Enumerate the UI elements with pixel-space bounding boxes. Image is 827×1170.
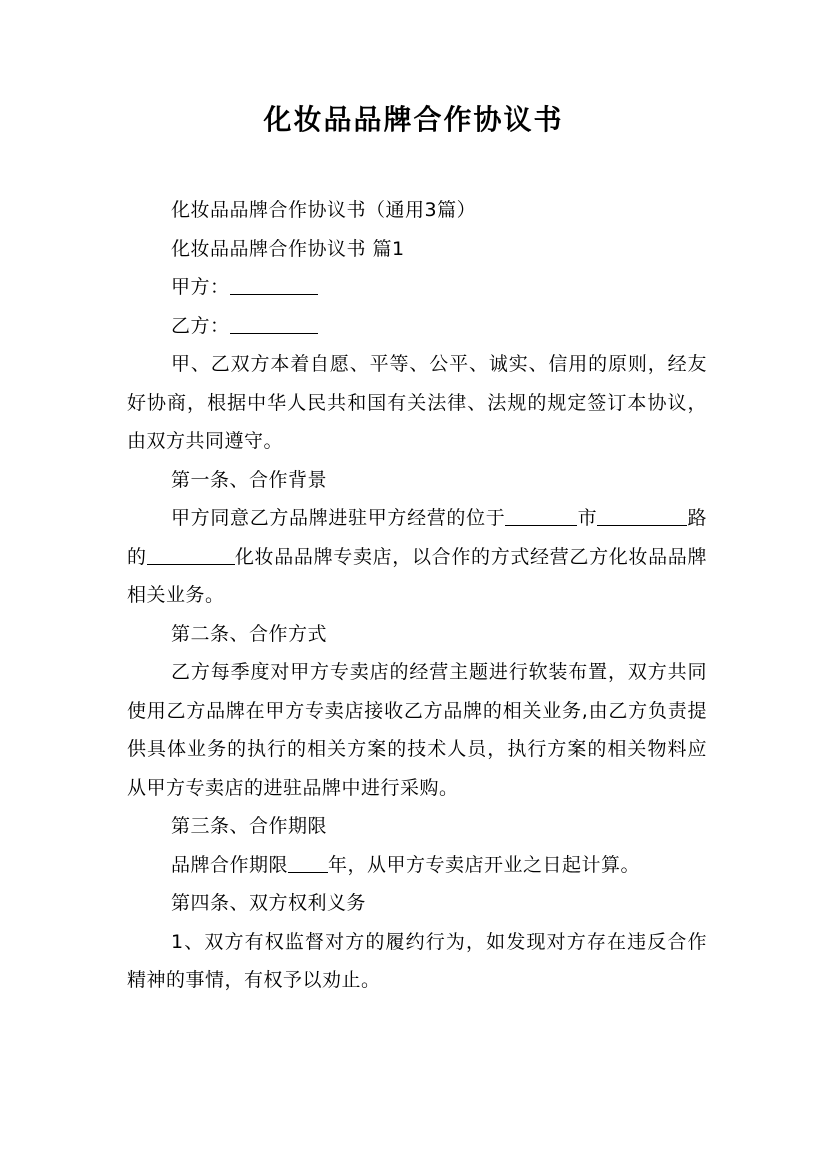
- term-years-blank: [288, 853, 328, 873]
- party-a-blank: [230, 275, 318, 295]
- article-1-text-a: 甲方同意乙方品牌进驻甲方经营的位于: [171, 507, 506, 529]
- article-2-heading: 第二条、合作方式: [171, 622, 328, 645]
- party-b-label: 乙方：: [171, 314, 230, 337]
- paragraph-subtitle: 化妆品品牌合作协议书（通用3篇）: [171, 199, 477, 221]
- party-b-line: [127, 307, 707, 346]
- store-blank: [147, 545, 235, 565]
- article-4-heading: 第四条、双方权利义务: [171, 892, 367, 914]
- paragraph-principles: 甲、乙双方本着自愿、平等、公平、诚实、信用的原则，经友好协商，根据中华人民共和国有关法律、法规的规定签订本协议，由双方共同遵守。: [127, 353, 707, 452]
- article-1-text-d: 化妆品品牌专卖店，以合作的方式经营乙方化妆品品牌相关业务。: [127, 545, 707, 606]
- article-3-text-a: 品牌合作期限: [171, 853, 289, 876]
- document-body: [127, 191, 707, 1000]
- article-3-heading: 第三条、合作期限: [171, 815, 328, 837]
- party-b-blank: [230, 314, 318, 334]
- article-1-text-b: 市: [577, 507, 598, 529]
- article-3-text-b: 年，从甲方专卖店开业之日起计算。: [328, 853, 641, 876]
- article-2-body: 乙方每季度对甲方专卖店的经营主题进行软装布置，双方共同使用乙方品牌在甲方专卖店接收乙方品牌的相关业务,由乙方负责提供具体业务的执行的相关方案的技术人员，执行方案的相关物料应从甲方专卖店的进驻品牌中进行采购。: [127, 661, 707, 799]
- article-4-item-1: 1、双方有权监督对方的履约行为，如发现对方存在违反合作精神的事情，有权予以劝止。: [127, 930, 707, 991]
- article-1-text-c: 路的: [127, 507, 707, 568]
- article-3-body: [127, 846, 707, 885]
- paragraph-part-heading: 化妆品品牌合作协议书 篇1: [171, 237, 405, 260]
- document-title: 化妆品品牌合作协议书: [263, 103, 564, 136]
- article-1-heading: 第一条、合作背景: [171, 468, 328, 491]
- party-a-line: [127, 268, 707, 307]
- article-1-body: [127, 499, 707, 615]
- city-blank: [505, 506, 577, 526]
- road-blank: [597, 506, 687, 526]
- party-a-label: 甲方：: [171, 276, 230, 298]
